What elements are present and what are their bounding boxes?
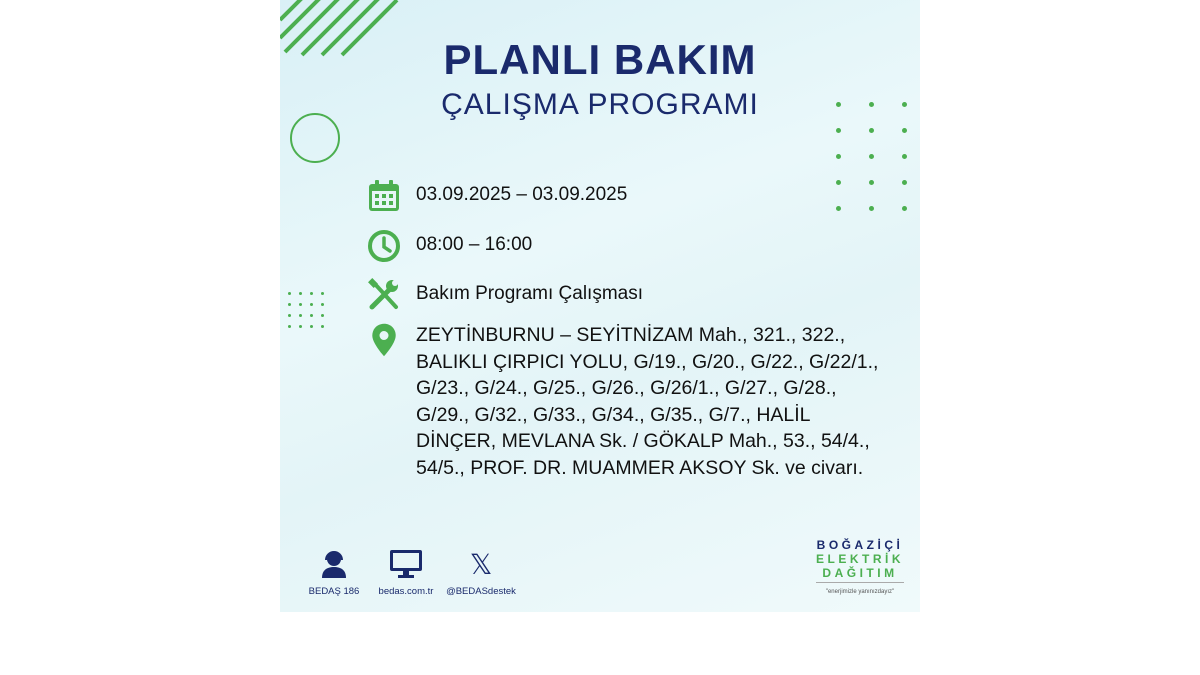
website-link[interactable]: bedas.com.tr [378, 586, 434, 597]
address-text [416, 322, 878, 481]
address-line: BALIKLI ÇIRPICI YOLU, G/19., G/20., G/22., G/22/1., [416, 350, 879, 373]
footer-website[interactable] [374, 548, 438, 597]
x-logo-icon: 𝕏 [469, 548, 493, 580]
address-line: DİNÇER, MEVLANA Sk. / GÖKALP Mah., 53., 54/4., [416, 430, 870, 452]
calendar-icon [366, 178, 402, 214]
maintenance-card [280, 0, 920, 612]
bedas-logo [816, 538, 904, 599]
logo-line1: BOĞAZİÇİ [816, 538, 904, 552]
decorative-dots-left [288, 292, 324, 328]
logo-line2: ELEKTRİK [816, 552, 904, 566]
clock-icon [366, 228, 402, 264]
date-range: 03.09.2025 – 03.09.2025 [416, 184, 628, 205]
time-range: 08:00 – 16:00 [416, 234, 533, 255]
footer-phone [306, 548, 362, 597]
date-row [366, 178, 627, 214]
phone-label: BEDAŞ 186 [308, 586, 360, 597]
monitor-icon [389, 549, 423, 579]
address-line: G/29., G/32., G/33., G/34., G/35., G/7., HALİL [416, 403, 811, 426]
logo-line3: DAĞITIM [822, 566, 898, 580]
title-line2: ÇALIŞMA PROGRAMI [441, 88, 759, 121]
footer-twitter[interactable] [444, 548, 518, 597]
address-line: ZEYTİNBURNU – SEYİTNİZAM Mah., 321., 322., [416, 324, 846, 346]
address-line: G/23., G/24., G/25., G/26., G/26/1., G/27., G/28., [416, 377, 837, 399]
call-center-icon [319, 549, 349, 579]
work-type-row [366, 277, 643, 313]
tools-icon [366, 277, 402, 313]
location-pin-icon [366, 322, 402, 358]
address-line: 54/5., PROF. DR. MUAMMER AKSOY Sk. ve civarı. [416, 456, 864, 479]
logo-tagline: "enerjimizle yanınızdayız" [816, 582, 904, 599]
time-row [366, 228, 532, 264]
title-line1: PLANLI BAKIM [443, 36, 757, 83]
address-row [366, 322, 878, 481]
twitter-handle[interactable]: @BEDASdestek [446, 586, 516, 597]
work-type: Bakım Programı Çalışması [416, 283, 643, 304]
